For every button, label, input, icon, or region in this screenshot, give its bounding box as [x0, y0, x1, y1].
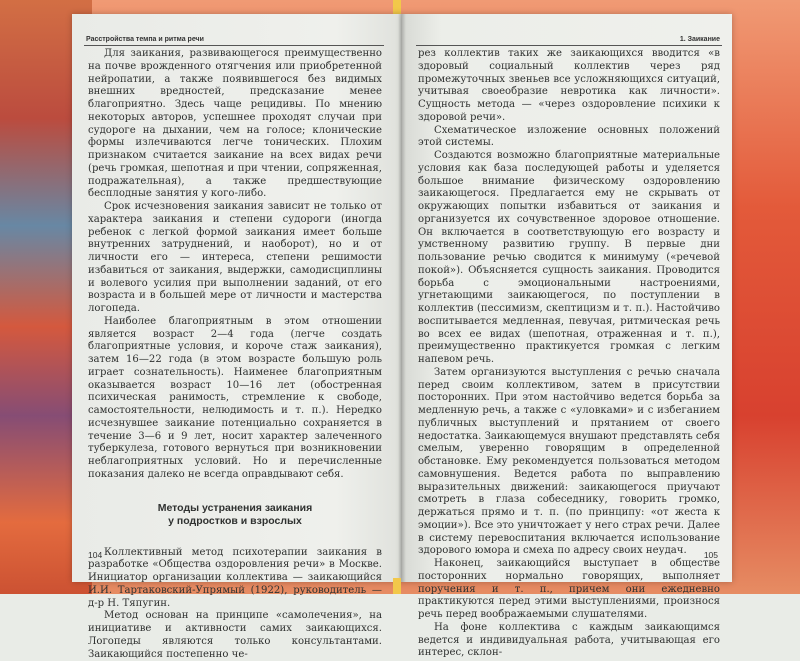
left-paragraph-5: Метод основан на принципе «самолечения», на инициативе и активности самих заикающихся. Логопеды являются только консультантами. Заикающийся постепенно че-: [88, 610, 382, 660]
right-page: [402, 14, 732, 659]
left-body-text: [88, 48, 382, 661]
section-title-line-1: Методы устранения заикания: [157, 501, 313, 514]
bookmark-ribbon-bottom: [393, 578, 401, 594]
left-page-number: 104: [88, 550, 103, 560]
left-paragraph-4: Коллективный метод психотерапии заикания в разработке «Общества оздоровления речи» в Москве. Инициатор организации коллектива — заикающийся И.И. Тартаковский-Упрямый (1922), руководитель — д-р Н. Тяпугин.: [88, 546, 382, 609]
book-gutter-shadow: [398, 14, 406, 582]
left-running-head: Расстройства темпа и ритма речи: [86, 36, 204, 43]
right-paragraph-2: Создаются возможно благоприятные материальные условия как база последующей работы и уделяется большое внимание физическому оздоровлению заикающегося. Предлагается ему не скрывать от окружающих попытки избавиться от заикания и организуется их сочувственное здоровое отношение. Он включается в соответствующую его возрасту и умственному развитию группу. В первые дни пользование речью сводится к минимуму («речевой покой»). Объясняется сущность заикания. Проводится борьба с эмоциональными настроениями, угнетающими заикающегося, по поступлении в коллектив (пессимизм, скептицизм и т. п.). Настойчиво воспитывается медленная, певучая, ритмическая речь во всех ее видах (шепотная, отраженная и т. п.), преимущественно практикуется громкая с легким напевом речь.: [418, 150, 720, 365]
right-paragraph-4: Наконец, заикающийся выступает в обществе посторонних нормально говорящих, выполняет поручения и т. п., причем они ежедневно практикуются перед этими выступлениями, произнося речь перед воображаемыми слушателями.: [418, 558, 720, 620]
right-head-rule: [416, 45, 722, 46]
left-page: [72, 14, 402, 660]
right-paragraph-continuation: рез коллектив таких же заикающихся вводится «в здоровый социальный коллектив через ряд промежуточных звеньев все усложняющихся ситуаций, учитывая своеобразие невротика как личности». Сущность метода — «через оздоровление психики к здоровой речи».: [418, 48, 720, 123]
right-page-number: 105: [703, 550, 718, 560]
left-paragraph-2: Срок исчезновения заикания зависит не только от характера заикания и степени судороги (иногда ребенок с легкой формой заикания имеет больше внутренних затруднений, и наоборот), но и от личности его — интереса, степени решимости избавиться от заикания, выдержки, самодисциплины и волевого усилия при выполнении заданий, от его возраста и в большей мере от личности и мастерства логопеда.: [88, 201, 382, 314]
right-paragraph-1: Схематическое изложение основных положений этой системы.: [418, 124, 720, 149]
section-title: [88, 502, 382, 529]
left-paragraph-3: Наиболее благоприятным в этом отношении является возраст 2—4 года (легче создать благоприятные условия, и короче стаж заикания), затем 16—22 года (в этом возрасте большую роль играет сознательность). Наименее благоприятным оказывается возраст 10—16 лет (обостренная психическая ранимость, стремление к свободе, самостоятельности, нелюдимость и т. п.). Нередко исчезнувшее заикание потенциально сохраняется в течение 3—6 и 9 лет, носит характер залеченного туберкулеза, готового вернуться при возникновении неблагоприятных условий. Но и перечисленные показания далеко не всегда оправдывают себя.: [88, 315, 382, 480]
left-paragraph-1: Для заикания, развивающегося преимущественно на почве врожденного отягчения или приобретенной нейропатии, а также появившегося без видимых внешних вредностей, предсказание менее благоприятно. Здесь чаще рецидивы. По мнению некоторых авторов, успешнее проходят случаи при судороге на дыхании, чем на голосе; клонические формы излечиваются легче тонических. Плохим признаком считается заикание на всех видах речи (речь громкая, шепотная и при чтении, сопряженная, подражательная), а также предшествующие бесплодные занятия у кого-либо.: [88, 48, 382, 200]
right-paragraph-5: На фоне коллектива с каждым заикающимся ведется и индивидуальная работа, учитывающая его интерес, склон-: [418, 621, 720, 659]
right-body-text: [418, 48, 720, 660]
right-paragraph-3: Затем организуются выступления с речью сначала перед своим коллективом, затем в присутствии посторонних. При этом настойчиво ведется борьба за медленную речь, а также с «уловками» и с избеганием публичных выступлений и прятанием от своего недостатка. Заикающемуся внушают представлять себя смелым, уверенно говорящим в определенной обстановке. Ему рекомендуется пользоваться методом самовнушения. Ведется работа по выправлению выразительных движений: заикающегося приучают смотреть в глаза собеседнику, говорить громко, держаться прямо и т. п. (по принципу: «от жеста к эмоции»). Все это уничтожает у него страх речи. Далее в систему перевоспитания включается использование здорового юмора и смеха по адресу своих неудач.: [418, 366, 720, 557]
section-title-line-2: у подростков и взрослых: [168, 515, 302, 527]
left-head-rule: [84, 45, 384, 46]
right-running-head: 1. Заикание: [679, 36, 720, 43]
